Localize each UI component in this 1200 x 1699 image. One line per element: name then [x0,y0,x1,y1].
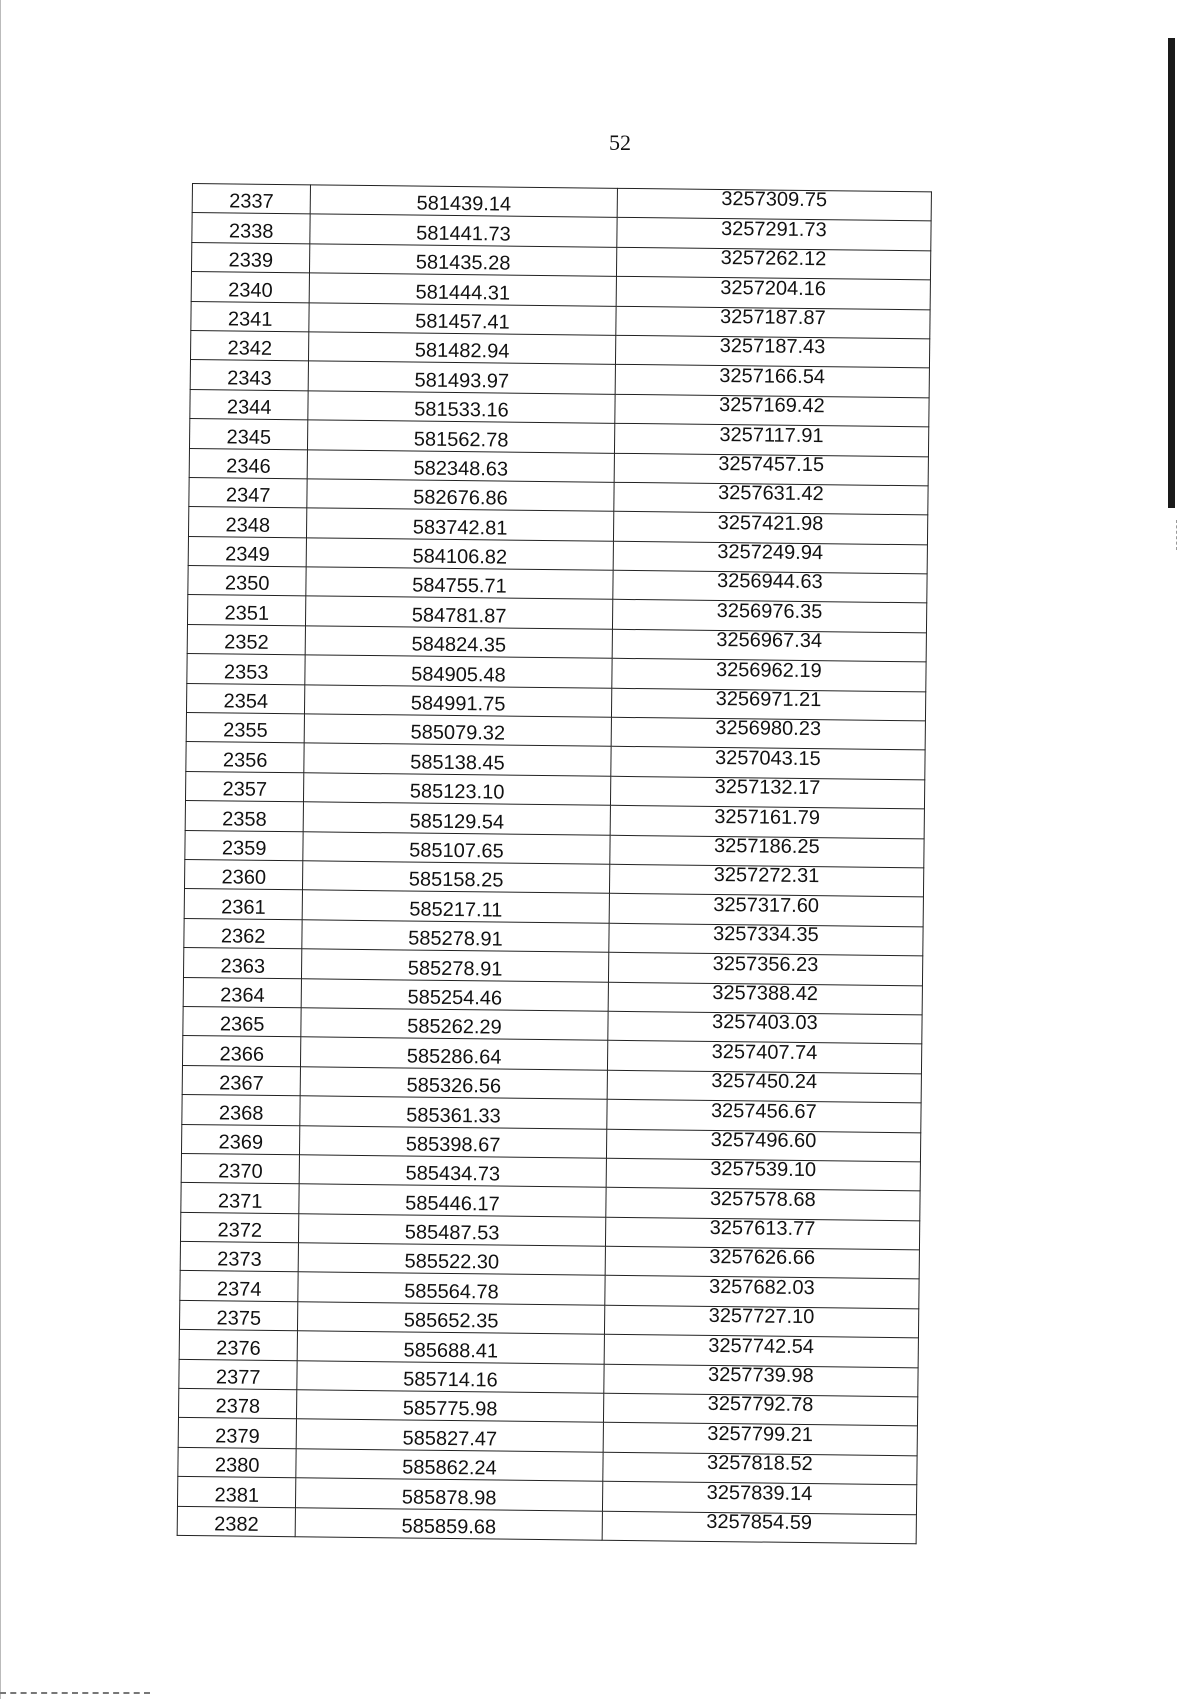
x-coordinate-text: 585862.24 [402,1456,497,1480]
point-id-text: 2337 [229,190,274,214]
x-coordinate-cell [301,1067,608,1100]
point-id-cell [181,1153,300,1184]
x-coordinate-cell [310,244,617,277]
point-id-text: 2379 [215,1425,260,1448]
x-coordinate-text: 581533.16 [414,398,509,422]
y-coordinate-cell [603,1393,918,1426]
y-coordinate-text: 3257204.16 [720,276,827,300]
x-coordinate-text: 581482.94 [414,339,510,363]
y-coordinate-cell [616,276,931,309]
x-coordinate-cell [299,1184,606,1217]
point-id-text: 2378 [215,1395,261,1419]
point-id-text: 2346 [226,455,271,478]
x-coordinate-text: 585714.16 [403,1368,498,1392]
x-coordinate-text: 585859.68 [401,1515,497,1539]
y-coordinate-cell [615,306,930,339]
y-coordinate-cell [606,1099,921,1132]
point-id-cell [180,1271,299,1302]
point-id-text: 2365 [219,1013,265,1037]
x-coordinate-cell [310,214,617,247]
point-id-text: 2364 [220,984,265,1007]
x-coordinate-text: 585827.47 [402,1427,498,1451]
x-coordinate-text: 581439.14 [416,192,512,217]
scan-bottom-mark [0,1692,150,1697]
y-coordinate-text: 3257309.75 [721,188,828,212]
x-coordinate-text: 584755.71 [412,574,507,599]
x-coordinate-cell [304,743,611,776]
x-coordinate-cell [298,1302,605,1335]
point-id-text: 2339 [228,249,274,273]
x-coordinate-cell [302,949,609,982]
point-id-cell [177,1506,296,1537]
point-id-text: 2380 [214,1454,260,1478]
point-id-text: 2366 [219,1043,265,1066]
point-id-text: 2362 [220,925,266,949]
point-id-cell [180,1242,299,1273]
y-coordinate-text: 3257450.24 [711,1070,818,1094]
y-coordinate-cell [607,1070,922,1103]
point-id-text: 2347 [225,484,271,508]
point-id-cell [189,477,308,508]
x-coordinate-text: 585361.33 [406,1103,501,1128]
x-coordinate-cell [307,479,614,512]
point-id-text: 2356 [222,749,268,772]
scan-edge-bar [1168,38,1175,508]
y-coordinate-text: 3257839.14 [706,1481,813,1505]
x-coordinate-text: 585326.56 [406,1074,502,1098]
y-coordinate-text: 3257043.15 [714,746,821,770]
point-id-text: 2340 [228,278,273,302]
point-id-cell [184,918,303,949]
y-coordinate-text: 3257421.98 [717,511,824,535]
x-coordinate-text: 585286.64 [406,1045,502,1069]
y-coordinate-text: 3257496.60 [710,1128,817,1153]
y-coordinate-text: 3257613.77 [709,1217,816,1241]
x-coordinate-text: 585775.98 [402,1397,498,1421]
point-id-cell [178,1388,297,1419]
x-coordinate-text: 585217.11 [409,898,503,922]
y-coordinate-cell [603,1364,918,1397]
point-id-cell [184,889,303,920]
point-id-cell [186,742,305,773]
point-id-text: 2367 [219,1072,264,1095]
x-coordinate-cell [300,1155,607,1188]
point-id-cell [191,301,310,332]
point-id-text: 2368 [218,1101,264,1125]
x-coordinate-cell [296,1507,603,1540]
x-coordinate-text: 585123.10 [409,780,505,804]
coordinates-table [177,183,932,1544]
y-coordinate-cell [610,776,925,809]
point-id-cell [179,1330,298,1361]
x-coordinate-cell [299,1243,606,1276]
point-id-text: 2374 [216,1278,262,1301]
x-coordinate-cell [305,714,612,747]
y-coordinate-text: 3257334.35 [712,923,819,947]
point-id-cell [182,1036,301,1067]
y-coordinate-cell [604,1305,919,1338]
y-coordinate-cell [605,1188,920,1221]
y-coordinate-cell [615,335,930,368]
x-coordinate-cell [305,684,612,717]
x-coordinate-text: 583742.81 [412,516,508,540]
x-coordinate-text: 585878.98 [401,1486,497,1510]
point-id-cell [183,1006,302,1037]
y-coordinate-text: 3257249.94 [717,541,824,565]
x-coordinate-cell [296,1449,603,1482]
y-coordinate-text: 3257631.42 [717,482,824,506]
x-coordinate-text: 585446.17 [405,1192,500,1216]
y-coordinate-text: 3257388.42 [712,981,819,1006]
x-coordinate-cell [303,861,610,894]
point-id-text: 2382 [214,1513,259,1536]
y-coordinate-text: 3257854.59 [706,1510,813,1535]
point-id-cell [190,360,309,391]
point-id-text: 2376 [216,1336,261,1360]
point-id-cell [186,713,305,744]
x-coordinate-text: 585688.41 [403,1339,499,1363]
point-id-cell [192,184,311,215]
point-id-text: 2377 [215,1366,261,1389]
point-id-text: 2343 [227,367,272,390]
y-coordinate-text: 3257727.10 [708,1305,815,1329]
y-coordinate-cell [612,570,927,603]
x-coordinate-text: 585564.78 [404,1280,499,1304]
point-id-text: 2360 [221,866,267,890]
point-id-text: 2338 [228,220,274,243]
x-coordinate-text: 585434.73 [405,1162,501,1186]
point-id-text: 2354 [223,690,269,713]
y-coordinate-text: 3256976.35 [716,599,823,624]
y-coordinate-cell [609,835,924,868]
x-coordinate-cell [306,626,613,659]
y-coordinate-cell [608,982,923,1015]
point-id-cell [181,1183,300,1214]
x-coordinate-text: 585254.46 [407,986,503,1010]
point-id-text: 2345 [226,425,272,449]
point-id-text: 2369 [218,1131,264,1154]
x-coordinate-cell [298,1272,605,1305]
point-id-cell [179,1359,298,1390]
y-coordinate-cell [604,1276,919,1309]
x-coordinate-cell [307,538,614,571]
x-coordinate-cell [308,449,615,482]
point-id-text: 2353 [223,661,269,684]
x-coordinate-cell [303,890,610,923]
point-id-cell [190,389,309,420]
y-coordinate-cell [605,1246,920,1279]
point-id-cell [178,1447,297,1478]
y-coordinate-text: 3257272.31 [713,864,820,888]
x-coordinate-text: 584824.35 [411,633,507,657]
y-coordinate-cell [607,1011,922,1044]
y-coordinate-text: 3257792.78 [707,1393,814,1417]
x-coordinate-text: 585262.29 [407,1015,502,1039]
y-coordinate-cell [613,512,928,545]
point-id-text: 2359 [221,837,267,860]
y-coordinate-text: 3257356.23 [712,952,819,976]
point-id-text: 2363 [220,954,266,978]
x-coordinate-cell [306,596,613,629]
point-id-text: 2375 [216,1307,262,1331]
point-id-cell [185,771,304,802]
y-coordinate-text: 3257742.54 [708,1334,815,1358]
y-coordinate-text: 3257407.74 [711,1040,818,1064]
x-coordinate-cell [299,1213,606,1246]
y-coordinate-cell [613,541,928,574]
x-coordinate-text: 585398.67 [405,1133,501,1157]
x-coordinate-text: 581493.97 [414,369,510,393]
point-id-text: 2342 [227,337,273,361]
x-coordinate-text: 584905.48 [411,663,506,687]
point-id-text: 2348 [225,514,271,537]
point-id-cell [189,419,308,450]
y-coordinate-cell [602,1452,917,1485]
x-coordinate-cell [300,1125,607,1158]
y-coordinate-text: 3257187.87 [719,305,826,330]
y-coordinate-text: 3257317.60 [713,893,820,917]
point-id-cell [182,1095,301,1126]
point-id-text: 2341 [227,308,273,331]
x-coordinate-text: 581457.41 [415,310,510,334]
point-id-text: 2371 [217,1190,263,1213]
y-coordinate-text: 3257161.79 [714,805,821,829]
point-id-cell [191,242,310,273]
scan-left-edge [0,0,1,1699]
y-coordinate-text: 3257578.68 [709,1187,816,1211]
y-coordinate-cell [612,629,927,662]
x-coordinate-cell [296,1478,603,1511]
y-coordinate-text: 3257169.42 [718,394,825,418]
y-coordinate-text: 3256944.63 [716,570,823,594]
point-id-cell [182,1065,301,1096]
point-id-cell [188,507,307,538]
point-id-text: 2344 [226,396,272,420]
point-id-text: 2381 [214,1483,260,1507]
point-id-cell [185,801,304,832]
x-coordinate-cell [305,655,612,688]
x-coordinate-cell [297,1419,604,1452]
x-coordinate-text: 584991.75 [410,692,506,716]
point-id-cell [187,624,306,655]
x-coordinate-cell [307,508,614,541]
point-id-cell [179,1300,298,1331]
x-coordinate-cell [309,361,616,394]
point-id-cell [186,683,305,714]
point-id-cell [190,330,309,361]
table-row [177,1506,916,1544]
x-coordinate-cell [302,920,609,953]
x-coordinate-text: 581435.28 [415,251,511,275]
y-coordinate-cell [614,423,929,456]
x-coordinate-cell [310,273,617,306]
point-id-text: 2361 [221,896,266,919]
point-id-text: 2357 [222,778,268,802]
y-coordinate-cell [611,659,926,692]
y-coordinate-text: 3257799.21 [707,1422,814,1446]
point-id-text: 2352 [224,631,269,655]
x-coordinate-text: 585107.65 [409,839,504,863]
x-coordinate-cell [309,302,616,335]
y-coordinate-cell [608,952,923,985]
x-coordinate-text: 585129.54 [409,810,505,834]
x-coordinate-text: 585487.53 [404,1221,500,1245]
y-coordinate-text: 3256971.21 [715,688,822,712]
point-id-cell [177,1477,296,1508]
y-coordinate-text: 3257117.91 [719,423,824,447]
y-coordinate-text: 3257739.98 [707,1363,814,1388]
y-coordinate-text: 3257291.73 [720,217,827,241]
point-id-text: 2350 [224,572,270,596]
x-coordinate-cell [301,1037,608,1070]
y-coordinate-cell [602,1511,917,1544]
x-coordinate-cell [301,1008,608,1041]
y-coordinate-text: 3257539.10 [710,1158,817,1182]
x-coordinate-cell [297,1360,604,1393]
x-coordinate-text: 585278.91 [407,957,503,981]
x-coordinate-text: 582676.86 [413,486,508,510]
x-coordinate-cell [302,978,609,1011]
y-coordinate-cell [611,717,926,750]
point-id-text: 2355 [223,719,268,743]
x-coordinate-text: 584106.82 [412,545,508,569]
point-id-cell [183,948,302,979]
x-coordinate-cell [311,185,618,218]
y-coordinate-text: 3256962.19 [715,658,822,682]
y-coordinate-cell [614,453,929,486]
y-coordinate-text: 3256967.34 [716,629,823,653]
y-coordinate-text: 3257456.67 [710,1099,817,1123]
point-id-cell [187,595,306,626]
y-coordinate-cell [608,923,923,956]
point-id-cell [184,859,303,890]
x-coordinate-cell [300,1096,607,1129]
point-id-cell [188,536,307,567]
x-coordinate-text: 585079.32 [410,721,506,746]
page-number: 52 [609,130,631,155]
x-coordinate-text: 585522.30 [404,1250,500,1275]
y-coordinate-text: 3257186.25 [713,834,820,859]
y-coordinate-cell [609,864,924,897]
point-id-cell [178,1418,297,1449]
y-coordinate-text: 3257457.15 [718,452,825,477]
x-coordinate-cell [303,831,610,864]
y-coordinate-text: 3257682.03 [708,1275,815,1299]
point-id-text: 2370 [218,1160,263,1184]
x-coordinate-text: 582348.63 [413,457,509,481]
y-coordinate-text: 3257262.12 [720,247,827,271]
point-id-cell [189,448,308,479]
y-coordinate-cell [610,747,925,780]
y-coordinate-text: 3257166.54 [719,364,826,388]
x-coordinate-cell [309,332,616,365]
y-coordinate-cell [611,688,926,721]
y-coordinate-text: 3257403.03 [711,1011,818,1035]
point-id-cell [192,213,311,244]
point-id-cell [180,1212,299,1243]
point-id-cell [185,830,304,861]
x-coordinate-cell [304,773,611,806]
y-coordinate-cell [616,247,931,280]
x-coordinate-cell [304,802,611,835]
x-coordinate-cell [297,1390,604,1423]
x-coordinate-cell [308,420,615,453]
point-id-cell [181,1124,300,1155]
x-coordinate-text: 584781.87 [411,604,507,628]
y-coordinate-cell [617,188,932,221]
point-id-cell [183,977,302,1008]
point-id-text: 2351 [224,602,270,625]
y-coordinate-cell [606,1129,921,1162]
x-coordinate-cell [306,567,613,600]
x-coordinate-cell [308,391,615,424]
coordinates-table-body [177,184,931,1544]
x-coordinate-text: 581562.78 [413,428,509,452]
x-coordinate-text: 585138.45 [410,751,505,775]
y-coordinate-cell [605,1217,920,1250]
y-coordinate-cell [604,1334,919,1367]
y-coordinate-cell [606,1158,921,1191]
y-coordinate-cell [603,1423,918,1456]
point-id-cell [187,654,306,685]
point-id-text: 2358 [222,807,267,831]
y-coordinate-cell [607,1041,922,1074]
x-coordinate-text: 585278.91 [408,927,503,951]
y-coordinate-cell [609,894,924,927]
y-coordinate-cell [610,805,925,838]
point-id-text: 2373 [217,1248,262,1272]
y-coordinate-cell [613,482,928,515]
y-coordinate-text: 3257132.17 [714,776,821,800]
y-coordinate-cell [614,394,929,427]
point-id-cell [188,566,307,597]
point-id-cell [191,272,310,303]
point-id-text: 2372 [217,1219,263,1242]
y-coordinate-cell [616,218,931,251]
point-id-text: 2349 [225,543,270,566]
x-coordinate-text: 581441.73 [416,222,511,246]
y-coordinate-text: 3257626.66 [709,1246,816,1270]
y-coordinate-text: 3257187.43 [719,335,826,359]
y-coordinate-cell [612,600,927,633]
y-coordinate-cell [602,1481,917,1514]
y-coordinate-text: 3256980.23 [715,717,822,741]
x-coordinate-text: 585158.25 [408,868,504,892]
y-coordinate-text: 3257818.52 [706,1452,813,1476]
scan-edge-dots [1176,520,1178,550]
x-coordinate-text: 581444.31 [415,281,511,305]
x-coordinate-cell [298,1331,605,1364]
y-coordinate-cell [615,365,930,398]
x-coordinate-text: 585652.35 [403,1309,499,1333]
